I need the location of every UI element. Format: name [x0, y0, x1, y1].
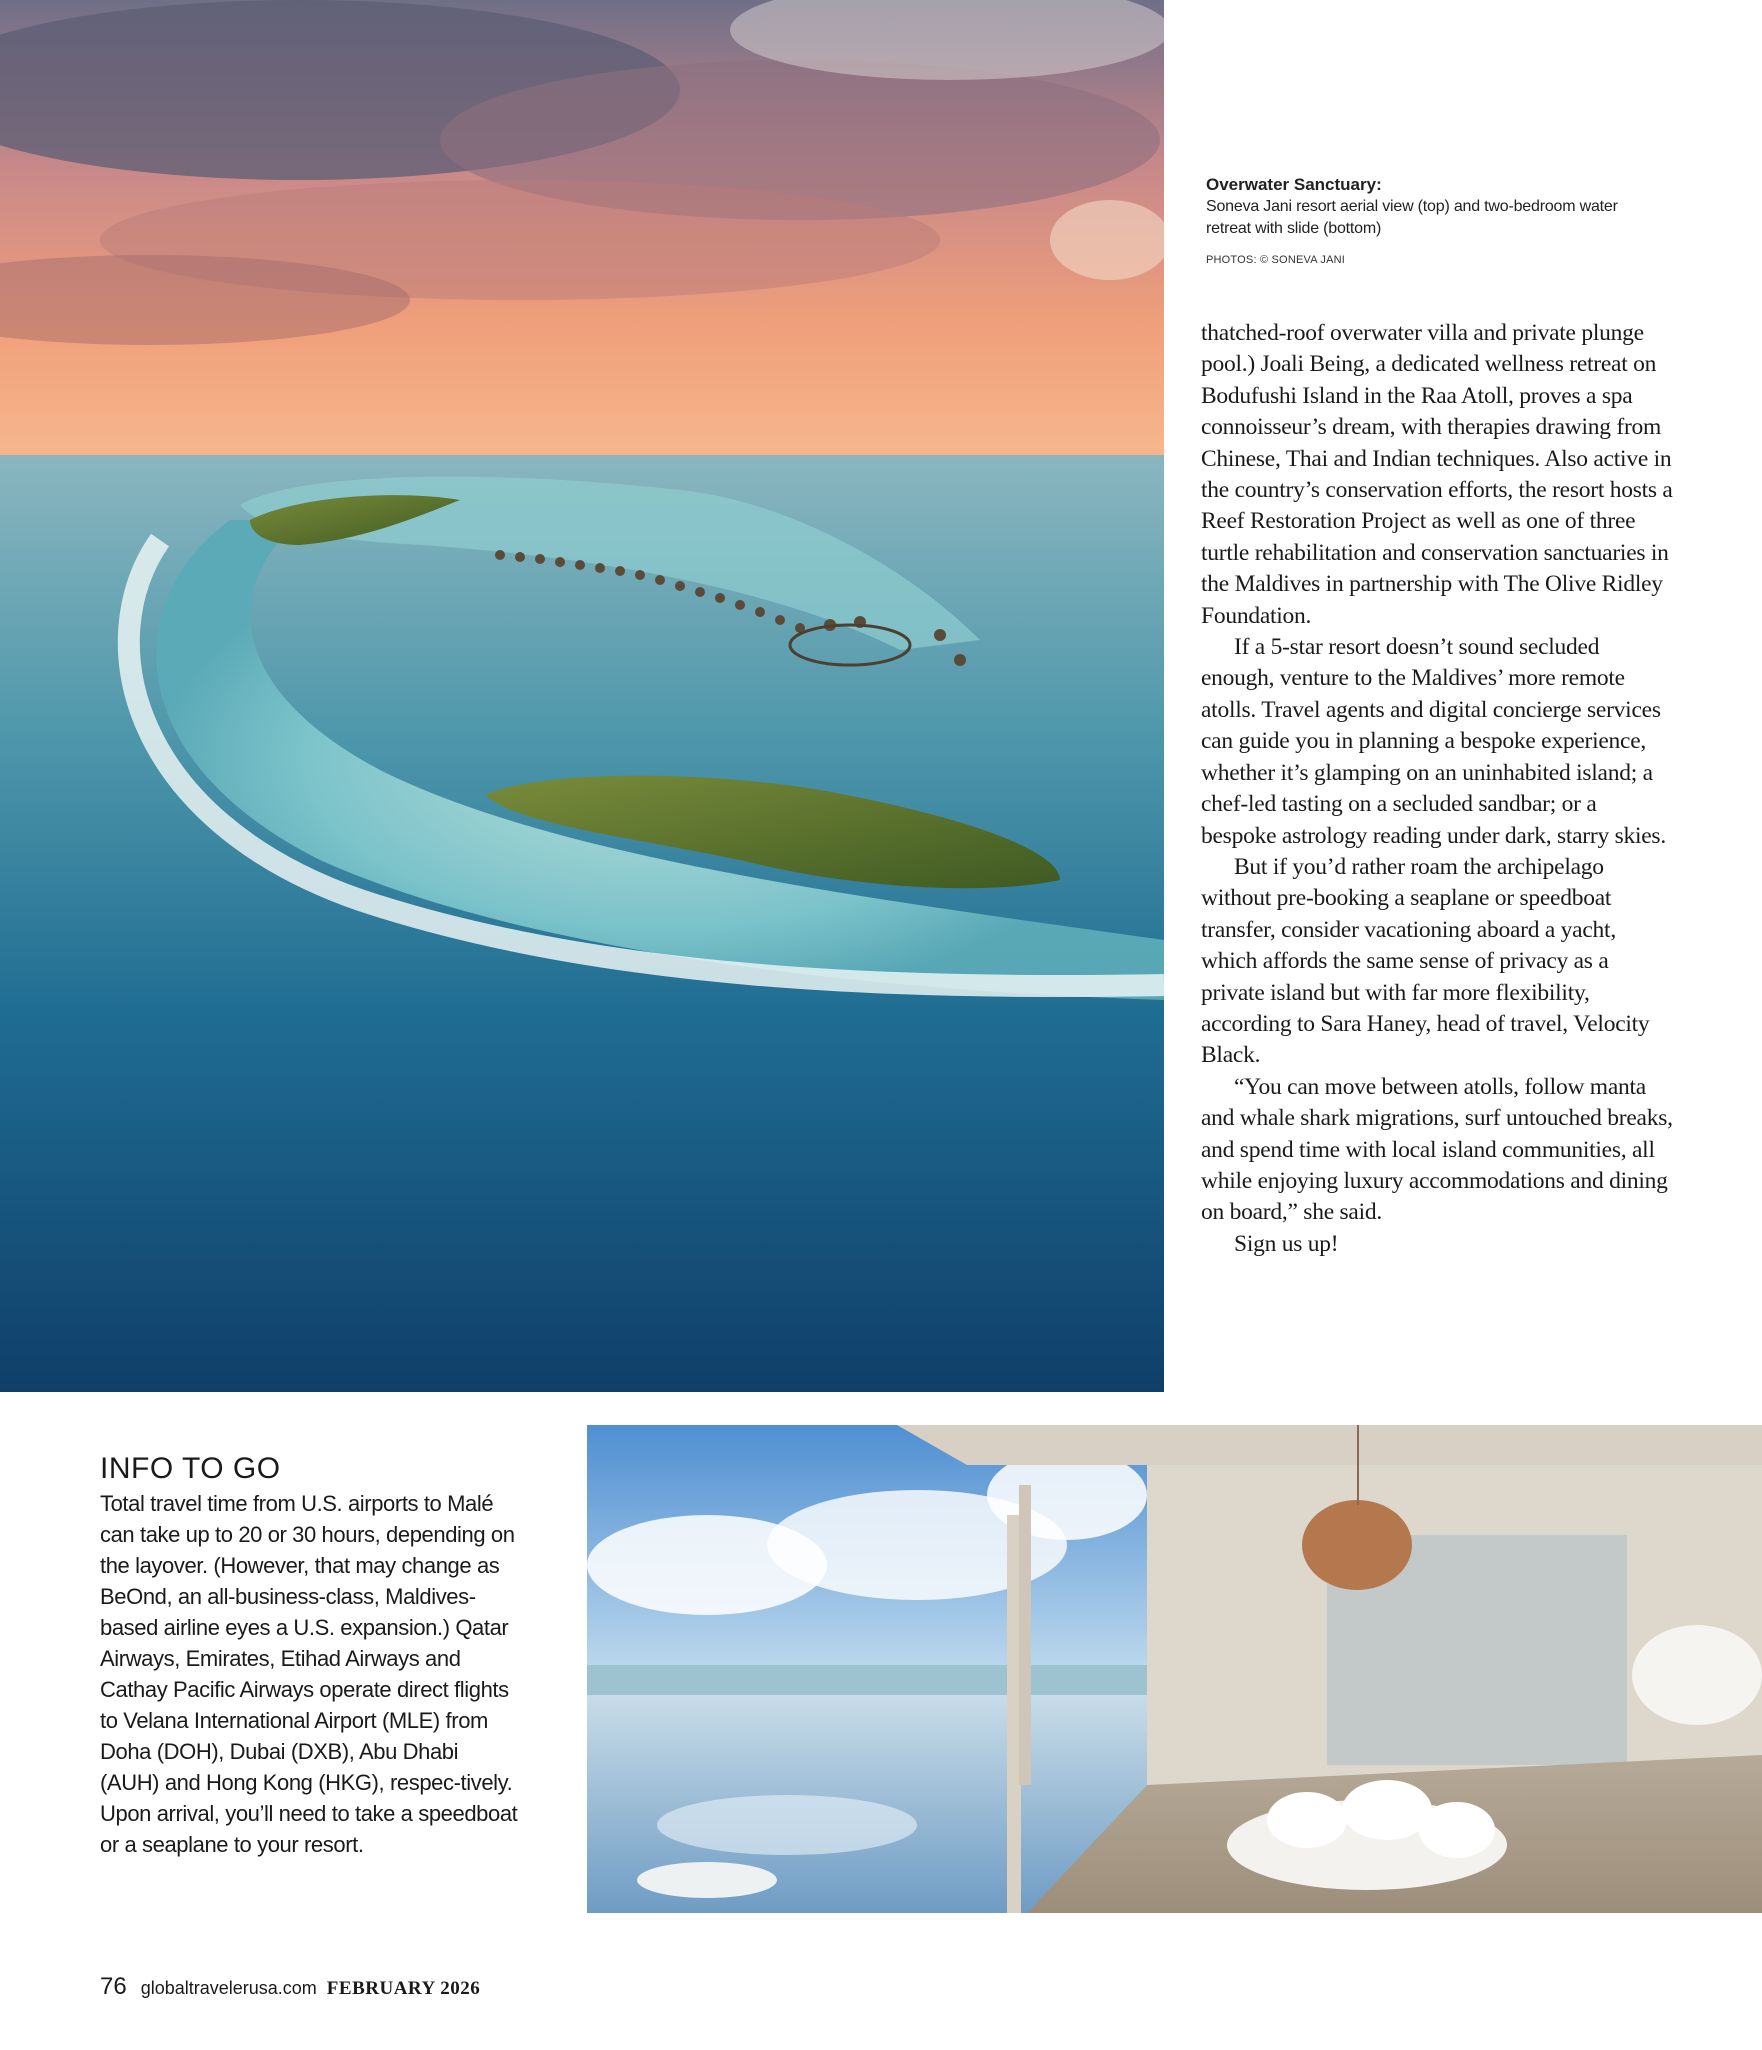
website-link[interactable]: globaltravelerusa.com: [140, 1978, 317, 1998]
villa-interior-photo: [587, 1425, 1762, 1913]
issue-date: FEBRUARY 2026: [326, 1978, 481, 1999]
aerial-resort-photo: [0, 0, 1164, 1392]
article-paragraph: “You can move between atolls, follow manta and whale shark migrations, surf untouched breaks, and spend time with local island communities, all while enjoying luxury accommodations and dining on board,” she said.: [1201, 1073, 1673, 1226]
article-paragraph: But if you’d rather roam the archipelago without pre-booking a seaplane or speedboat transfer, consider vacationing aboard a yacht, which affords the same sense of privacy as a private island but with far more flexibility, according to Sara Haney, head of travel, Velocity Black.: [1201, 853, 1650, 1069]
article-paragraph: Sign us up!: [1234, 1230, 1339, 1257]
article-paragraph: thatched-roof overwater villa and private plunge pool.) Joali Being, a dedicated wellness retreat on Bodufushi Island in the Raa Atoll, proves a spa connoisseur’s dream, with therapies drawing from Chinese, Thai and Indian techniques. Also active in the country’s conservation efforts, the resort hosts a Reef Restoration Project as well as one of three turtle rehabilitation and conservation sanctuaries in the Maldives in partnership with The Olive Ridley Foundation.: [1201, 320, 1673, 629]
caption-text: Soneva Jani resort aerial view (top) and two-bedroom water retreat with slide (bottom): [1206, 198, 1618, 237]
photo-caption: [1206, 174, 1636, 266]
photo-credit: PHOTOS: © SONEVA JANI: [1206, 254, 1346, 266]
page-number: 76: [100, 1973, 127, 2000]
article-body: [1201, 318, 1676, 1260]
info-to-go-box: [100, 1452, 520, 1860]
caption-title: Overwater Sanctuary:: [1206, 175, 1382, 194]
info-text: Total travel time from U.S. airports to Malé can take up to 20 or 30 hours, depending on the layover. (However, that may change as BeOnd, an all-business-class, Maldives-based airline eyes a U.S. expansion.) Qatar Airways, Emirates, Etihad Airways and Cathay Pacific Airways operate direct flights to Velana International Airport (MLE) from Doha (DOH), Dubai (DXB), Abu Dhabi (AUH) and Hong Kong (HKG), respec-tively. Upon arrival, you’ll need to take a speedboat or a seaplane to your resort.: [100, 1491, 518, 1857]
page-footer: [100, 1973, 480, 2003]
info-heading: INFO TO GO: [100, 1452, 281, 1485]
article-paragraph: If a 5-star resort doesn’t sound secluded enough, venture to the Maldives’ more remote atolls. Travel agents and digital concierge services can guide you in planning a bespoke experience, whether it’s glamping on an uninhabited island; a chef-led tasting on a secluded sandbar; or a bespoke astrology reading under dark, starry skies.: [1201, 634, 1666, 849]
